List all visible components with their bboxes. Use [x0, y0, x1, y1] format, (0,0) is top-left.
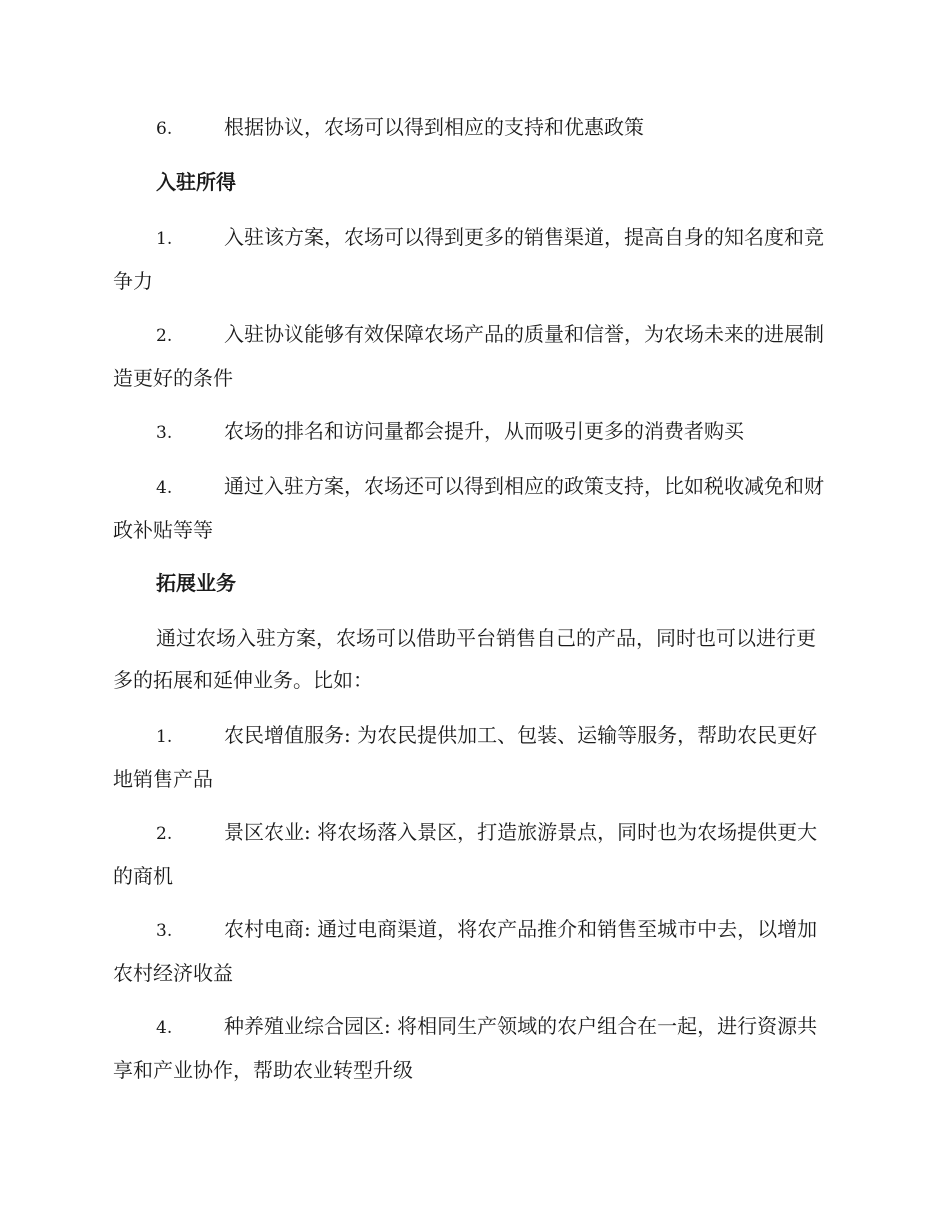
list-number: 3. — [156, 921, 173, 941]
list-text: 农村电商: 通过电商渠道，将农产品推介和销售至城市中去，以增加农村经济收益 — [113, 917, 818, 985]
section-heading-expansion: 拓展业务 — [156, 571, 236, 595]
list-item — [113, 811, 835, 897]
list-number: 1. — [156, 229, 173, 249]
list-text: 种养殖业综合园区: 将相同生产领域的农户组合在一起，进行资源共享和产业协作，帮助农业转型升级 — [113, 1014, 818, 1082]
list-number: 1. — [156, 727, 173, 747]
list-item — [113, 714, 835, 800]
list-item — [113, 465, 835, 551]
list-item — [113, 1005, 835, 1091]
list-item — [113, 313, 835, 399]
list-text: 通过入驻方案，农场还可以得到相应的政策支持，比如税收减免和财政补贴等等 — [113, 474, 824, 542]
list-text: 农场的排名和访问量都会提升，从而吸引更多的消费者购买 — [224, 419, 744, 443]
list-number: 3. — [156, 423, 173, 443]
section-paragraph: 通过农场入驻方案，农场可以借助平台销售自己的产品，同时也可以进行更多的拓展和延伸业务。比如： — [113, 626, 816, 692]
list-text: 入驻协议能够有效保障农场产品的质量和信誉，为农场未来的进展制造更好的条件 — [113, 322, 824, 390]
list-item — [113, 908, 835, 994]
list-text: 根据协议，农场可以得到相应的支持和优惠政策 — [224, 115, 644, 139]
list-number: 4. — [156, 478, 173, 498]
list-text: 入驻该方案，农场可以得到更多的销售渠道，提高自身的知名度和竞争力 — [113, 225, 824, 293]
list-number: 6. — [156, 119, 173, 139]
list-text: 农民增值服务: 为农民提供加工、包装、运输等服务，帮助农民更好地销售产品 — [113, 723, 818, 791]
list-text: 景区农业: 将农场落入景区，打造旅游景点，同时也为农场提供更大的商机 — [113, 820, 818, 888]
list-number: 2. — [156, 326, 173, 346]
section-heading-benefits: 入驻所得 — [156, 170, 236, 194]
list-item — [113, 106, 835, 150]
list-item — [113, 216, 835, 302]
list-number: 2. — [156, 824, 173, 844]
list-item — [113, 410, 835, 454]
list-number: 4. — [156, 1018, 173, 1038]
